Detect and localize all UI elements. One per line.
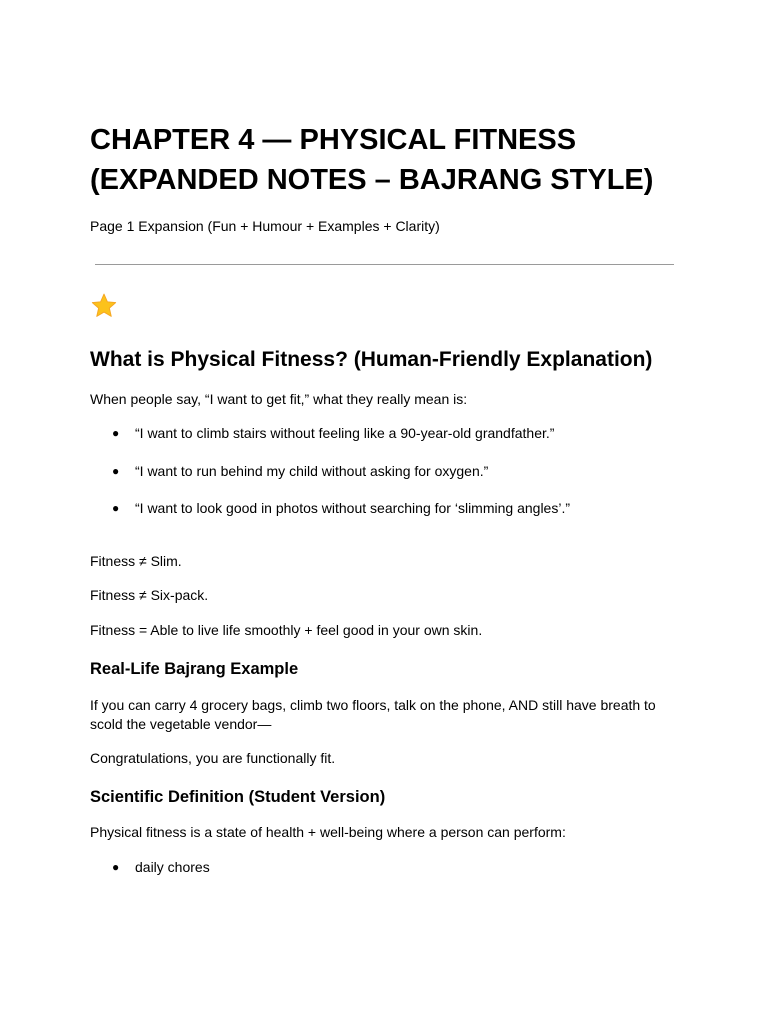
bullet-dot: ● xyxy=(112,426,120,440)
example-conclusion: Congratulations, you are functionally fit. xyxy=(90,750,336,766)
list-item-text: daily chores xyxy=(135,859,210,875)
list-item-text: “I want to climb stairs without feeling like a 90-year-old grandfather.” xyxy=(135,425,555,441)
star-icon xyxy=(90,292,118,320)
page-subtitle: Page 1 Expansion (Fun + Humour + Examples + Clarity) xyxy=(90,218,440,234)
bullet-dot: ● xyxy=(112,464,120,478)
horizontal-divider xyxy=(95,264,674,265)
fitness-statement: Fitness = Able to live life smoothly + feel good in your own skin. xyxy=(90,622,483,638)
chapter-title-line-1: CHAPTER 4 — PHYSICAL FITNESS xyxy=(90,124,577,156)
definition-paragraph: Physical fitness is a state of health + well-being where a person can perform: xyxy=(90,824,566,840)
bullet-dot: ● xyxy=(112,501,120,515)
list-item-text: “I want to look good in photos without searching for ‘slimming angles’.” xyxy=(135,500,570,516)
chapter-title-line-2: (EXPANDED NOTES – BAJRANG STYLE) xyxy=(90,164,654,196)
list-item-text: “I want to run behind my child without asking for oxygen.” xyxy=(135,463,489,479)
example-paragraph: If you can carry 4 grocery bags, climb two floors, talk on the phone, AND still have breath to scold the vegetable vendor— xyxy=(90,697,656,732)
chapter-title xyxy=(90,120,710,200)
intro-paragraph: When people say, “I want to get fit,” what they really mean is: xyxy=(90,391,468,407)
fitness-statement: Fitness ≠ Six-pack. xyxy=(90,587,209,603)
section-heading: What is Physical Fitness? (Human-Friendly Explanation) xyxy=(90,348,653,371)
fitness-statement: Fitness ≠ Slim. xyxy=(90,553,182,569)
example-heading: Real-Life Bajrang Example xyxy=(90,660,299,678)
definition-heading: Scientific Definition (Student Version) xyxy=(90,788,386,806)
bullet-dot: ● xyxy=(112,860,120,874)
